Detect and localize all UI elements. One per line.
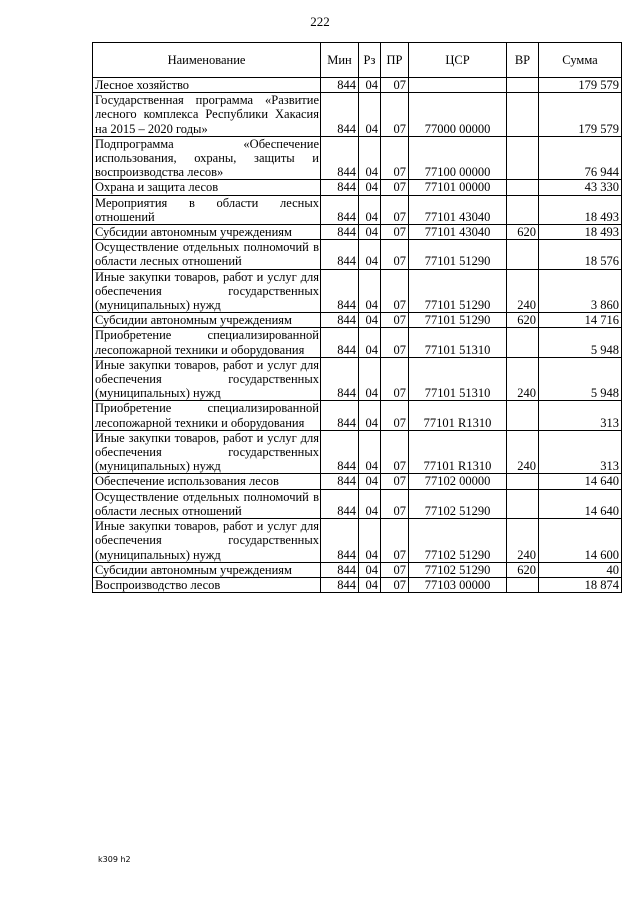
cell-rz: 04 xyxy=(359,328,381,357)
table-row xyxy=(93,225,622,240)
table-body xyxy=(93,78,622,593)
cell-sum: 18 493 xyxy=(539,225,622,240)
cell-sum: 5 948 xyxy=(539,357,622,401)
cell-pr: 07 xyxy=(381,401,409,430)
footer-code: k309 h2 xyxy=(98,855,131,864)
cell-pr: 07 xyxy=(381,489,409,518)
cell-name: Подпрограмма «Обеспечение использования, охраны, защиты и воспроизводства лесов» xyxy=(93,136,321,180)
cell-pr: 07 xyxy=(381,474,409,489)
cell-rz: 04 xyxy=(359,577,381,592)
cell-csr: 77101 51290 xyxy=(409,313,507,328)
cell-vr: 620 xyxy=(507,225,539,240)
cell-min: 844 xyxy=(321,225,359,240)
header-vr: ВР xyxy=(507,43,539,78)
cell-rz: 04 xyxy=(359,195,381,224)
cell-vr xyxy=(507,93,539,137)
cell-pr: 07 xyxy=(381,577,409,592)
table-row xyxy=(93,78,622,93)
cell-pr: 07 xyxy=(381,225,409,240)
header-min: Мин xyxy=(321,43,359,78)
cell-rz: 04 xyxy=(359,136,381,180)
cell-min: 844 xyxy=(321,474,359,489)
table-row xyxy=(93,313,622,328)
cell-csr: 77101 43040 xyxy=(409,195,507,224)
cell-name: Субсидии автономным учреждениям xyxy=(93,562,321,577)
cell-min: 844 xyxy=(321,577,359,592)
cell-min: 844 xyxy=(321,328,359,357)
cell-vr xyxy=(507,78,539,93)
cell-name: Иные закупки товаров, работ и услуг для обеспечения государственных (муниципальных) нужд xyxy=(93,269,321,313)
cell-name: Субсидии автономным учреждениям xyxy=(93,225,321,240)
table-row xyxy=(93,577,622,592)
cell-vr: 240 xyxy=(507,430,539,474)
cell-name: Иные закупки товаров, работ и услуг для обеспечения государственных (муниципальных) нужд xyxy=(93,519,321,563)
cell-pr: 07 xyxy=(381,240,409,269)
table-row xyxy=(93,195,622,224)
cell-name: Осуществление отдельных полномочий в области лесных отношений xyxy=(93,240,321,269)
cell-pr: 07 xyxy=(381,93,409,137)
cell-csr: 77102 51290 xyxy=(409,562,507,577)
table-row xyxy=(93,136,622,180)
cell-pr: 07 xyxy=(381,430,409,474)
cell-sum: 18 493 xyxy=(539,195,622,224)
cell-csr: 77101 00000 xyxy=(409,180,507,195)
cell-vr: 240 xyxy=(507,519,539,563)
page-number: 222 xyxy=(310,14,330,29)
cell-rz: 04 xyxy=(359,401,381,430)
cell-rz: 04 xyxy=(359,180,381,195)
header-csr: ЦСР xyxy=(409,43,507,78)
cell-vr: 620 xyxy=(507,313,539,328)
cell-pr: 07 xyxy=(381,78,409,93)
table-row xyxy=(93,240,622,269)
cell-min: 844 xyxy=(321,136,359,180)
cell-vr xyxy=(507,489,539,518)
cell-csr: 77102 00000 xyxy=(409,474,507,489)
cell-name: Охрана и защита лесов xyxy=(93,180,321,195)
cell-vr xyxy=(507,195,539,224)
cell-sum: 76 944 xyxy=(539,136,622,180)
cell-vr: 620 xyxy=(507,562,539,577)
cell-min: 844 xyxy=(321,240,359,269)
cell-pr: 07 xyxy=(381,136,409,180)
cell-name: Приобретение специализированной лесопожарной техники и оборудования xyxy=(93,401,321,430)
cell-csr: 77102 51290 xyxy=(409,489,507,518)
cell-min: 844 xyxy=(321,562,359,577)
cell-min: 844 xyxy=(321,401,359,430)
cell-sum: 5 948 xyxy=(539,328,622,357)
cell-name: Государственная программа «Развитие лесного комплекса Республики Хакасия на 2015 – 2020 годы» xyxy=(93,93,321,137)
cell-sum: 179 579 xyxy=(539,78,622,93)
table-row xyxy=(93,328,622,357)
cell-name: Приобретение специализированной лесопожарной техники и оборудования xyxy=(93,328,321,357)
cell-rz: 04 xyxy=(359,519,381,563)
cell-csr: 77000 00000 xyxy=(409,93,507,137)
cell-rz: 04 xyxy=(359,474,381,489)
cell-csr: 77102 51290 xyxy=(409,519,507,563)
table-row xyxy=(93,489,622,518)
cell-rz: 04 xyxy=(359,93,381,137)
cell-vr: 240 xyxy=(507,357,539,401)
table-row xyxy=(93,357,622,401)
cell-vr: 240 xyxy=(507,269,539,313)
cell-csr: 77101 R1310 xyxy=(409,430,507,474)
cell-vr xyxy=(507,180,539,195)
cell-sum: 313 xyxy=(539,401,622,430)
cell-sum: 14 716 xyxy=(539,313,622,328)
header-pr: ПР xyxy=(381,43,409,78)
cell-vr xyxy=(507,240,539,269)
cell-vr xyxy=(507,136,539,180)
cell-rz: 04 xyxy=(359,430,381,474)
cell-pr: 07 xyxy=(381,195,409,224)
cell-rz: 04 xyxy=(359,269,381,313)
cell-rz: 04 xyxy=(359,78,381,93)
cell-pr: 07 xyxy=(381,357,409,401)
cell-min: 844 xyxy=(321,357,359,401)
cell-csr: 77101 R1310 xyxy=(409,401,507,430)
cell-csr: 77100 00000 xyxy=(409,136,507,180)
cell-sum: 14 640 xyxy=(539,489,622,518)
cell-name: Иные закупки товаров, работ и услуг для обеспечения государственных (муниципальных) нужд xyxy=(93,357,321,401)
cell-csr: 77103 00000 xyxy=(409,577,507,592)
table-row xyxy=(93,93,622,137)
table-row xyxy=(93,474,622,489)
cell-csr xyxy=(409,78,507,93)
cell-pr: 07 xyxy=(381,269,409,313)
budget-table xyxy=(92,42,622,593)
cell-rz: 04 xyxy=(359,240,381,269)
table-header-row xyxy=(93,43,622,78)
cell-vr xyxy=(507,328,539,357)
cell-min: 844 xyxy=(321,489,359,518)
cell-sum: 18 576 xyxy=(539,240,622,269)
cell-csr: 77101 51310 xyxy=(409,328,507,357)
cell-sum: 14 600 xyxy=(539,519,622,563)
cell-name: Мероприятия в области лесных отношений xyxy=(93,195,321,224)
table-row xyxy=(93,180,622,195)
cell-name: Осуществление отдельных полномочий в области лесных отношений xyxy=(93,489,321,518)
cell-name: Обеспечение использования лесов xyxy=(93,474,321,489)
table-row xyxy=(93,562,622,577)
header-rz: Рз xyxy=(359,43,381,78)
cell-sum: 43 330 xyxy=(539,180,622,195)
cell-min: 844 xyxy=(321,313,359,328)
cell-pr: 07 xyxy=(381,562,409,577)
cell-min: 844 xyxy=(321,180,359,195)
cell-pr: 07 xyxy=(381,180,409,195)
cell-sum: 14 640 xyxy=(539,474,622,489)
cell-min: 844 xyxy=(321,78,359,93)
header-sum: Сумма xyxy=(539,43,622,78)
table-row xyxy=(93,519,622,563)
cell-min: 844 xyxy=(321,195,359,224)
cell-pr: 07 xyxy=(381,313,409,328)
cell-csr: 77101 51310 xyxy=(409,357,507,401)
cell-sum: 179 579 xyxy=(539,93,622,137)
cell-sum: 18 874 xyxy=(539,577,622,592)
cell-rz: 04 xyxy=(359,562,381,577)
table-row xyxy=(93,269,622,313)
cell-sum: 40 xyxy=(539,562,622,577)
cell-name: Воспроизводство лесов xyxy=(93,577,321,592)
cell-vr xyxy=(507,401,539,430)
cell-sum: 3 860 xyxy=(539,269,622,313)
cell-rz: 04 xyxy=(359,313,381,328)
cell-rz: 04 xyxy=(359,225,381,240)
header-name: Наименование xyxy=(93,43,321,78)
table-row xyxy=(93,430,622,474)
cell-csr: 77101 43040 xyxy=(409,225,507,240)
table-row xyxy=(93,401,622,430)
cell-name: Иные закупки товаров, работ и услуг для обеспечения государственных (муниципальных) нужд xyxy=(93,430,321,474)
cell-name: Лесное хозяйство xyxy=(93,78,321,93)
cell-vr xyxy=(507,577,539,592)
cell-min: 844 xyxy=(321,519,359,563)
cell-name: Субсидии автономным учреждениям xyxy=(93,313,321,328)
cell-min: 844 xyxy=(321,269,359,313)
cell-min: 844 xyxy=(321,93,359,137)
cell-sum: 313 xyxy=(539,430,622,474)
cell-pr: 07 xyxy=(381,519,409,563)
cell-min: 844 xyxy=(321,430,359,474)
cell-vr xyxy=(507,474,539,489)
cell-rz: 04 xyxy=(359,357,381,401)
cell-rz: 04 xyxy=(359,489,381,518)
cell-csr: 77101 51290 xyxy=(409,269,507,313)
cell-pr: 07 xyxy=(381,328,409,357)
cell-csr: 77101 51290 xyxy=(409,240,507,269)
